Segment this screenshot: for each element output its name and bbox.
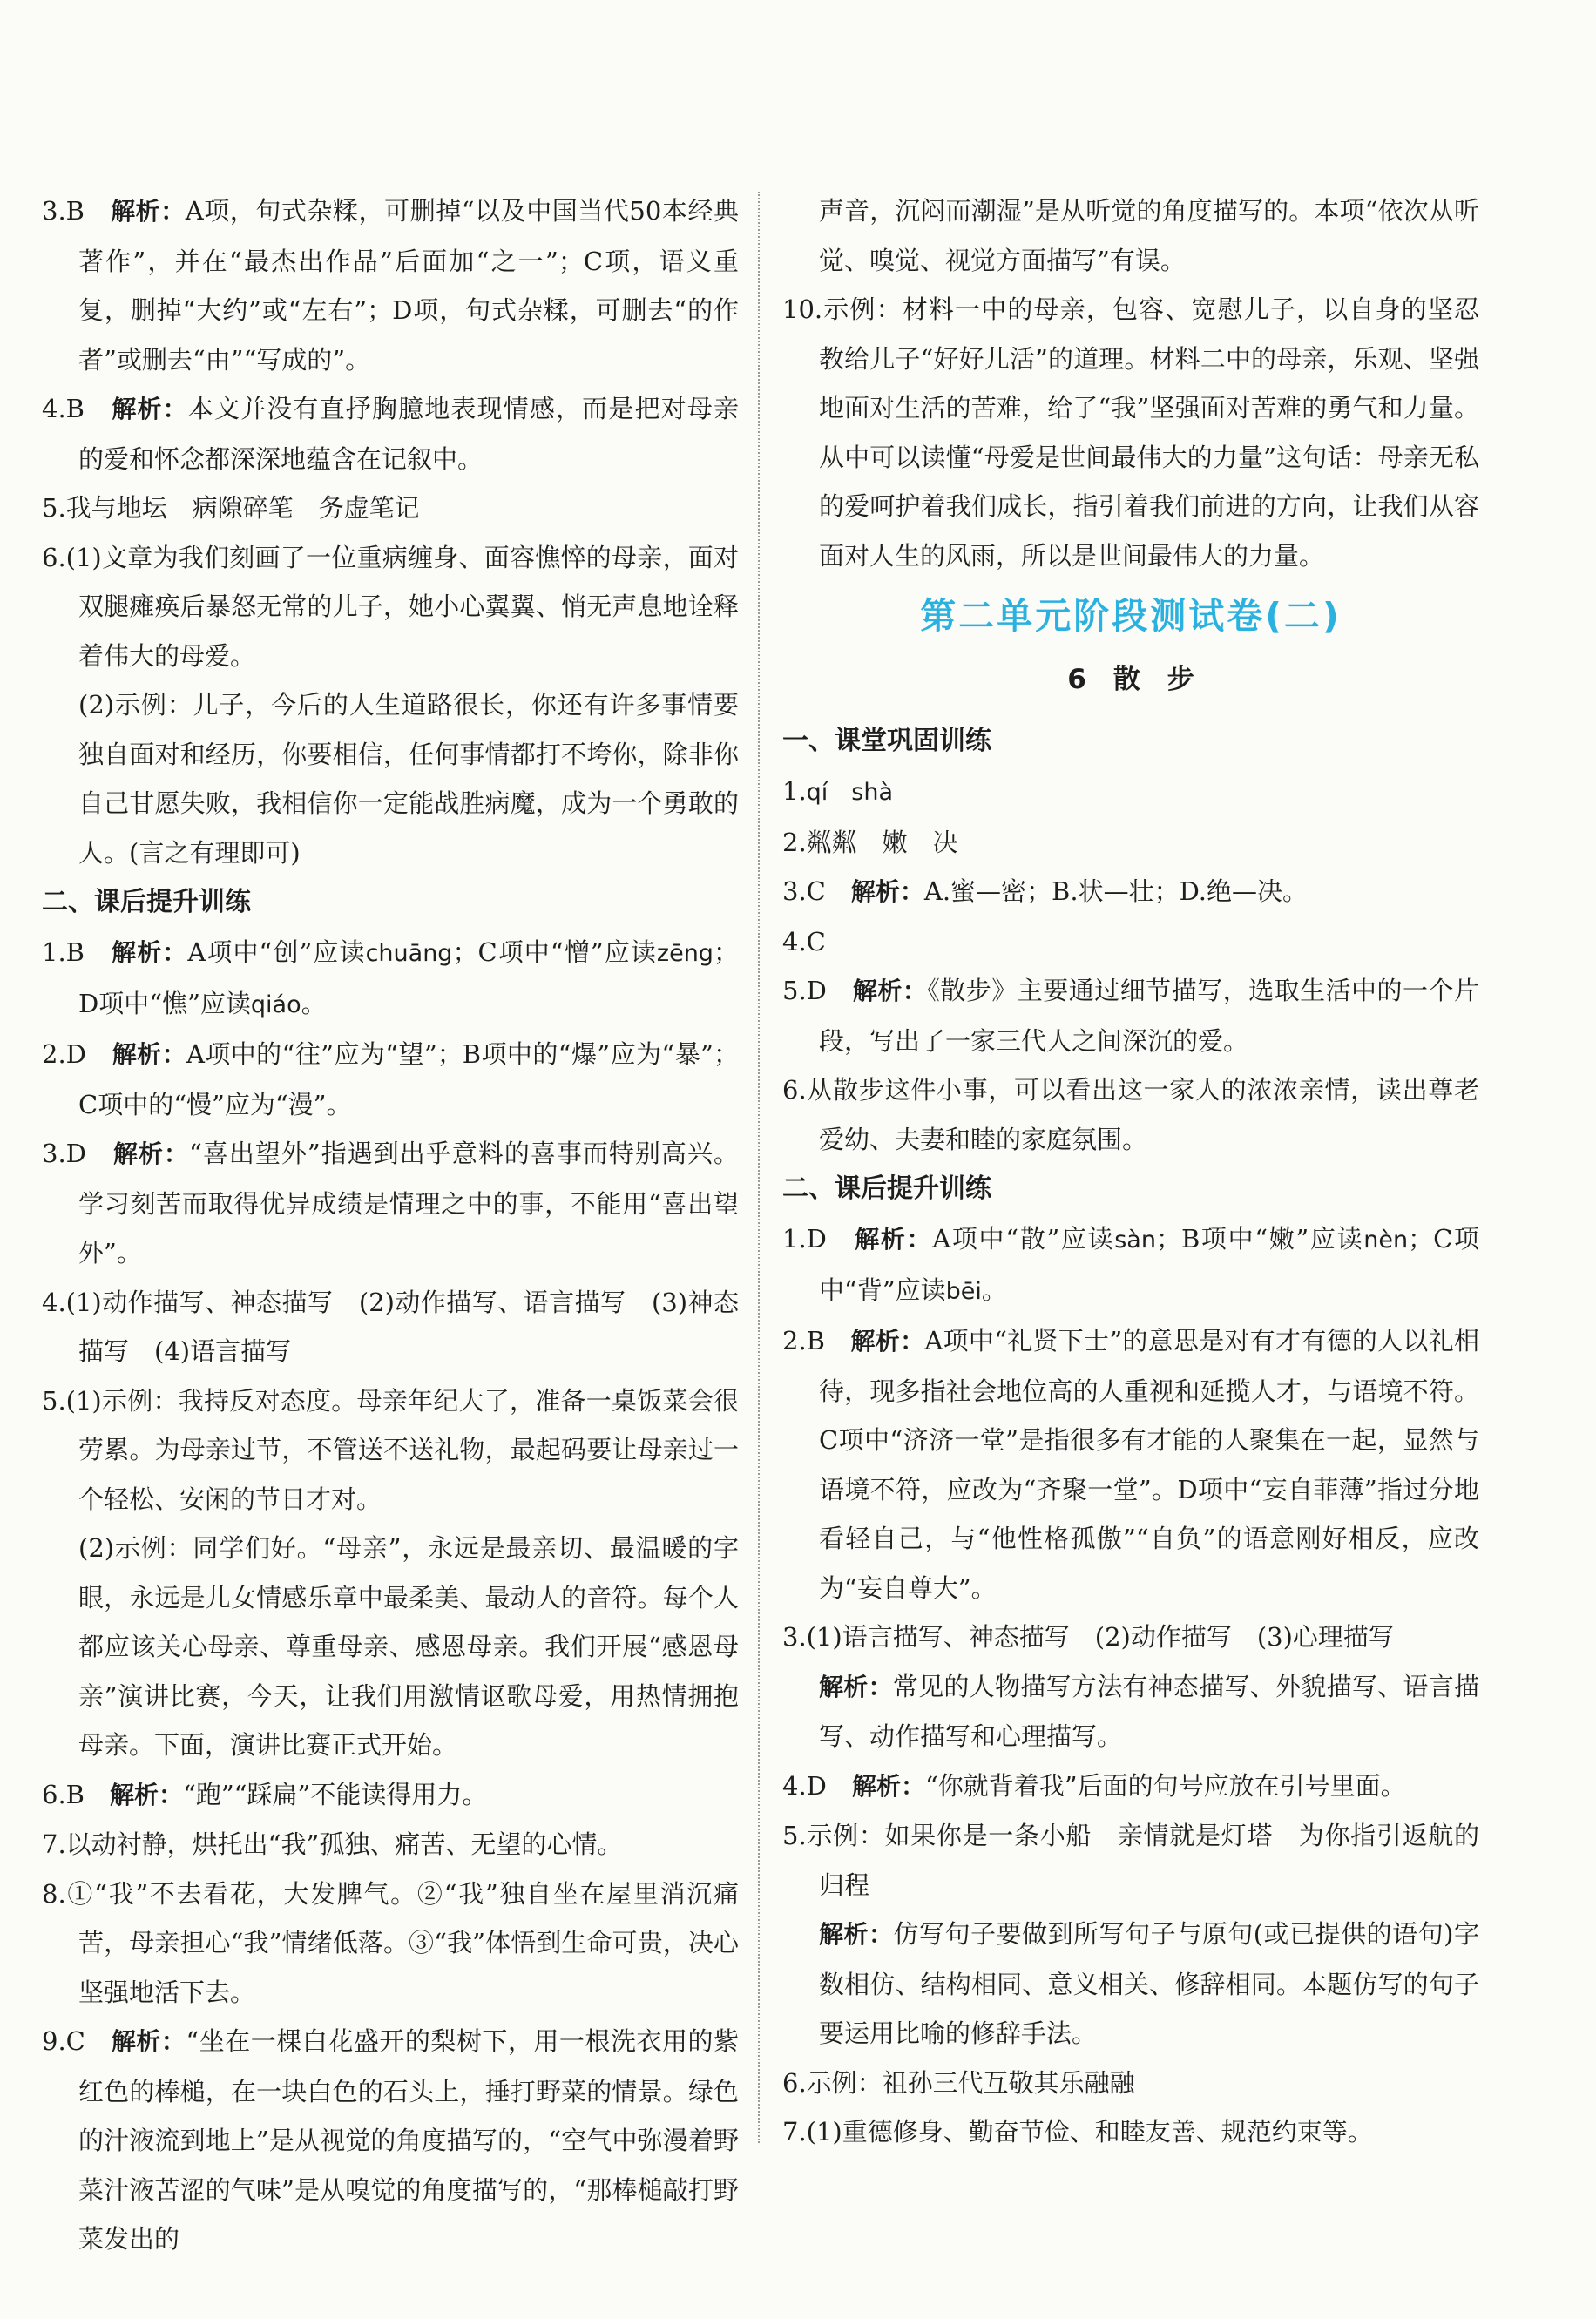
unit-title: 第二单元阶段测试卷(二) [920, 595, 1342, 637]
lesson-title: 6 散 步 [1067, 664, 1194, 695]
answer-6-part1: 6.(1)文章为我们刻画了一位重病缠身、面容憔悴的母亲，面对双腿瘫痪后暴怒无常的儿子，她小心翼翼、悄无声息地诠释着伟大的母爱。 [42, 542, 739, 671]
section-heading-in-class: 一、课堂巩固训练 [782, 726, 991, 756]
answer-c5: 5.D 解析：《散步》主要通过细节描写，选取生活中的一个片段，写出了一家三代人之间深沉的爱。 [782, 976, 1479, 1056]
answer-s6: 6.B 解析：“跑”“踩扁”不能读得用力。 [42, 1779, 488, 1809]
answer-5: 5.我与地坛 病隙碎笔 务虚笔记 [42, 493, 420, 523]
answer-d6: 6.示例：祖孙三代互敬其乐融融 [782, 2067, 1135, 2098]
answer-s9: 9.C 解析：“坐在一棵白花盛开的梨树下，用一根洗衣用的紫红色的棒槌，在一块白色的石头上，捶打野菜的情景。绿色的汁液流到地上”是从视觉的角度描写的，“空气中弥漫着野菜汁液苦涩的气味”是从嗅觉的角度描写的，“那棒槌敲打野菜发出的 [42, 2026, 739, 2254]
answer-s4: 4.(1)动作描写、神态描写 (2)动作描写、语言描写 (3)神态描写 (4)语言描写 [42, 1287, 739, 1366]
answer-s5-part1: 5.(1)示例：我持反对态度。母亲年纪大了，准备一桌饭菜会很劳累。为母亲过节，不管送不送礼物，最起码要让母亲过一个轻松、安闲的节日才对。 [42, 1385, 739, 1514]
column-divider [758, 192, 760, 2143]
answer-d7: 7.(1)重德修身、勤奋节俭、和睦友善、规范约束等。 [782, 2117, 1373, 2147]
answer-d3-note: 解析：常见的人物描写方法有神态描写、外貌描写、语言描写、动作描写和心理描写。 [819, 1671, 1479, 1751]
answer-d1: 1.D 解析：A项中“散”应读sàn；B项中“嫩”应读nèn；C项中“背”应读bēi。 [782, 1224, 1479, 1305]
answer-3: 3.B 解析：A项，句式杂糅，可删掉“以及中国当代50本经典著作”，并在“最杰出作品”后面加“之一”；C项，语义重复，删掉“大约”或“左右”；D项，句式杂糅，可删去“的作者”或删去“由”“写成的”。 [42, 196, 739, 375]
answer-s7: 7.以动衬静，烘托出“我”孤独、痛苦、无望的心情。 [42, 1829, 623, 1859]
answer-6-part2: (2)示例：儿子，今后的人生道路很长，你还有许多事情要独自面对和经历，你要相信，任何事情都打不垮你，除非你自己甘愿失败，我相信你一定能战胜病魔，成为一个勇敢的人。(言之有理即可) [78, 690, 739, 868]
answer-s3: 3.D 解析：“喜出望外”指遇到出乎意料的喜事而特别高兴。学习刻苦而取得优异成绩是情理之中的事，不能用“喜出望外”。 [42, 1139, 739, 1268]
answer-d4: 4.D 解析：“你就背着我”后面的句号应放在引号里面。 [782, 1770, 1406, 1801]
left-column [42, 186, 739, 2264]
answer-s10: 10.示例：材料一中的母亲，包容、宽慰儿子，以自身的坚忍教给儿子“好好儿活”的道理。材料二中的母亲，乐观、坚强地面对生活的苦难，给了“我”坚强面对苦难的勇气和力量。从中可以读懂“母爱是世间最伟大的力量”这句话：母亲无私的爱呵护着我们成长，指引着我们前进的方向，让我们从容面对人生的风雨，所以是世间最伟大的力量。 [782, 294, 1479, 571]
answer-s8: 8.①“我”不去看花，大发脾气。②“我”独自坐在屋里消沉痛苦，母亲担心“我”情绪低落。③“我”体悟到生命可贵，决心坚强地活下去。 [42, 1878, 739, 2007]
answer-s2: 2.D 解析：A项中的“往”应为“望”；B项中的“爆”应为“暴”；C项中的“慢”应为“漫”。 [42, 1039, 739, 1119]
answer-c6: 6.从散步这件小事，可以看出这一家人的浓浓亲情，读出尊老爱幼、夫妻和睦的家庭氛围。 [782, 1075, 1479, 1154]
answer-c1: 1.qí shà [782, 776, 894, 806]
right-column [782, 186, 1479, 2157]
answer-d5: 5.示例：如果你是一条小船 亲情就是灯塔 为你指引返航的归程 [782, 1821, 1479, 1900]
answer-s5-part2: (2)示例：同学们好。“母亲”，永远是最亲切、最温暖的字眼，永远是儿女情感乐章中最柔美、最动人的音符。每个人都应该关心母亲、尊重母亲、感恩母亲。我们开展“感恩母亲”演讲比赛，今天，让我们用激情讴歌母爱，用热情拥抱母亲。下面，演讲比赛正式开始。 [78, 1533, 739, 1760]
answer-s9-continued: 声音，沉闷而潮湿”是从听觉的角度描写的。本项“依次从听觉、嗅觉、视觉方面描写”有误。 [819, 196, 1479, 275]
answer-d5-note: 解析：仿写句子要做到所写句子与原句(或已提供的语句)字数相仿、结构相同、意义相关、修辞相同。本题仿写的句子要运用比喻的修辞手法。 [819, 1919, 1479, 2048]
answer-c3: 3.C 解析：A.蜜—密；B.状—壮；D.绝—决。 [782, 876, 1309, 906]
section-heading-after-class-2: 二、课后提升训练 [782, 1173, 991, 1204]
answer-s1: 1.B 解析：A项中“创”应读chuāng；C项中“憎”应读zēng；D项中“憔”应读qiáo。 [42, 937, 739, 1018]
answer-c4: 4.C [782, 926, 826, 957]
answer-c2: 2.粼粼 嫩 决 [782, 827, 958, 857]
answer-d3: 3.(1)语言描写、神态描写 (2)动作描写 (3)心理描写 [782, 1622, 1394, 1652]
answer-4: 4.B 解析：本文并没有直抒胸臆地表现情感，而是把对母亲的爱和怀念都深深地蕴含在记叙中。 [42, 394, 739, 474]
answer-d2: 2.B 解析：A项中“礼贤下士”的意思是对有才有德的人以礼相待，现多指社会地位高的人重视和延揽人才，与语境不符。C项中“济济一堂”是指很多有才能的人聚集在一起，显然与语境不符，应改为“齐聚一堂”。D项中“妄自菲薄”指过分地看轻自己，与“他性格孤傲”“自负”的语意刚好相反，应改为“妄自尊大”。 [782, 1326, 1479, 1603]
section-heading-after-class: 二、课后提升训练 [42, 887, 251, 917]
